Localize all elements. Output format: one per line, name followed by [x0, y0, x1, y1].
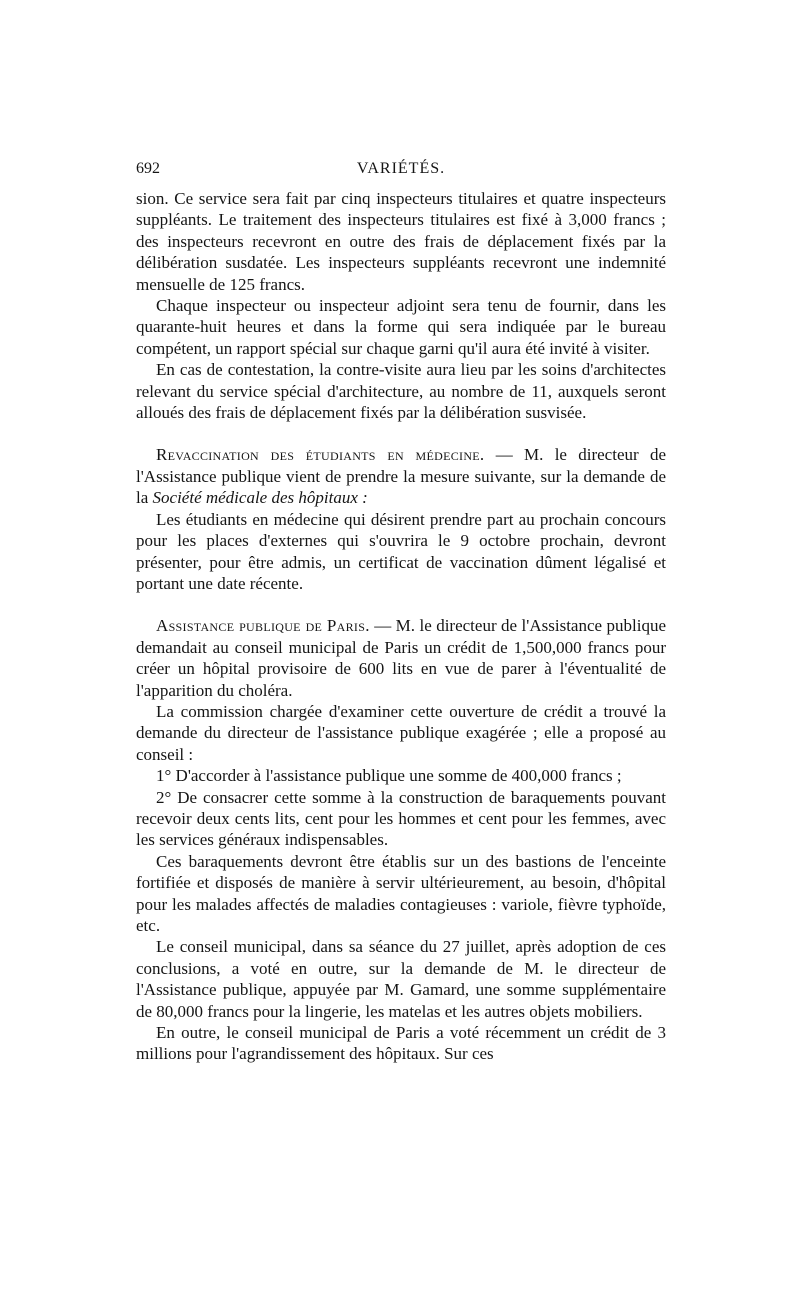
paragraph	[136, 444, 666, 508]
section-heading: Revaccination des étudiants en médecine.	[156, 445, 485, 465]
paragraph-text: — M. le directeur de l'Assistance publique demandait au conseil municipal de Paris un crédit de 1,500,000 francs pour créer un hôpital provisoire de 600 lits en vue de parer à l'éventualité de l'apparition du choléra.	[136, 616, 666, 700]
paragraph: Les étudiants en médecine qui désirent prendre part au prochain concours pour les places d'externes qui s'ouvrira le 9 octobre prochain, devront présenter, pour être admis, un certificat de vaccination dûment légalisé et portant une date récente.	[136, 509, 666, 593]
paragraph: 2° De consacrer cette somme à la construction de baraquements pouvant recevoir deux cents lits, cent pour les hommes et cent pour les femmes, avec les services généraux indispensables.	[136, 787, 666, 850]
paragraph: 1° D'accorder à l'assistance publique une somme de 400,000 francs ;	[156, 766, 622, 786]
running-header	[136, 158, 666, 180]
paragraph: Chaque inspecteur ou inspecteur adjoint sera tenu de fournir, dans les quarante-huit heures et dans la forme qui sera indiquée par le bureau compétent, un rapport spécial sur chaque garni qu'il aura été invité à visiter.	[136, 296, 666, 358]
society-name: Société médicale des hôpitaux :	[152, 488, 368, 508]
paragraph: Le conseil municipal, dans sa séance du 27 juillet, après adoption de ces conclusions, a voté en outre, sur la demande de M. le directeur de l'Assistance publique, appuyée par M. Gamard, une somme supplémentaire de 80,000 francs pour la lingerie, les matelas et les autres objets mobiliers.	[136, 937, 666, 1021]
paragraph: sion. Ce service sera fait par cinq inspecteurs titulaires et quatre inspecteurs suppléants. Le traitement des inspecteurs titulaires est fixé à 3,000 francs ; des inspecteurs recevront en outre des frais de déplacement fixés par la délibération susdatée. Les inspecteurs suppléants recevront une indemnité mensuelle de 125 francs.	[136, 189, 666, 294]
paragraph: Ces baraquements devront être établis sur un des bastions de l'enceinte fortifiée et disposés de manière à servir ultérieurement, au besoin, d'hôpital pour les malades affectés de maladies contagieuses : variole, fièvre typhoïde, etc.	[136, 851, 666, 935]
section-heading: Assistance publique de Paris.	[156, 616, 370, 636]
section-assistance-publique	[136, 615, 666, 1065]
paragraph-text: — M. le directeur de l'Assistance publique vient de prendre la mesure suivante, sur la demande de la	[136, 445, 666, 508]
page-number: 692	[136, 160, 160, 177]
paragraph: En outre, le conseil municipal de Paris a voté récemment un crédit de 3 millions pour l'agrandissement des hôpitaux. Sur ces	[136, 1023, 666, 1064]
book-page	[136, 158, 666, 1065]
section-garnis-inspection	[136, 188, 666, 423]
running-title: VARIÉTÉS.	[356, 160, 446, 177]
paragraph: La commission chargée d'examiner cette ouverture de crédit a trouvé la demande du directeur de l'assistance publique exagérée ; elle a proposé au conseil :	[136, 701, 666, 764]
paragraph	[136, 615, 666, 701]
section-revaccination	[136, 444, 666, 594]
paragraph: En cas de contestation, la contre-visite aura lieu par les soins d'architectes relevant du service spécial d'architecture, au nombre de 11, auxquels seront alloués des frais de déplacement fixés par la délibération susvisée.	[136, 360, 666, 423]
